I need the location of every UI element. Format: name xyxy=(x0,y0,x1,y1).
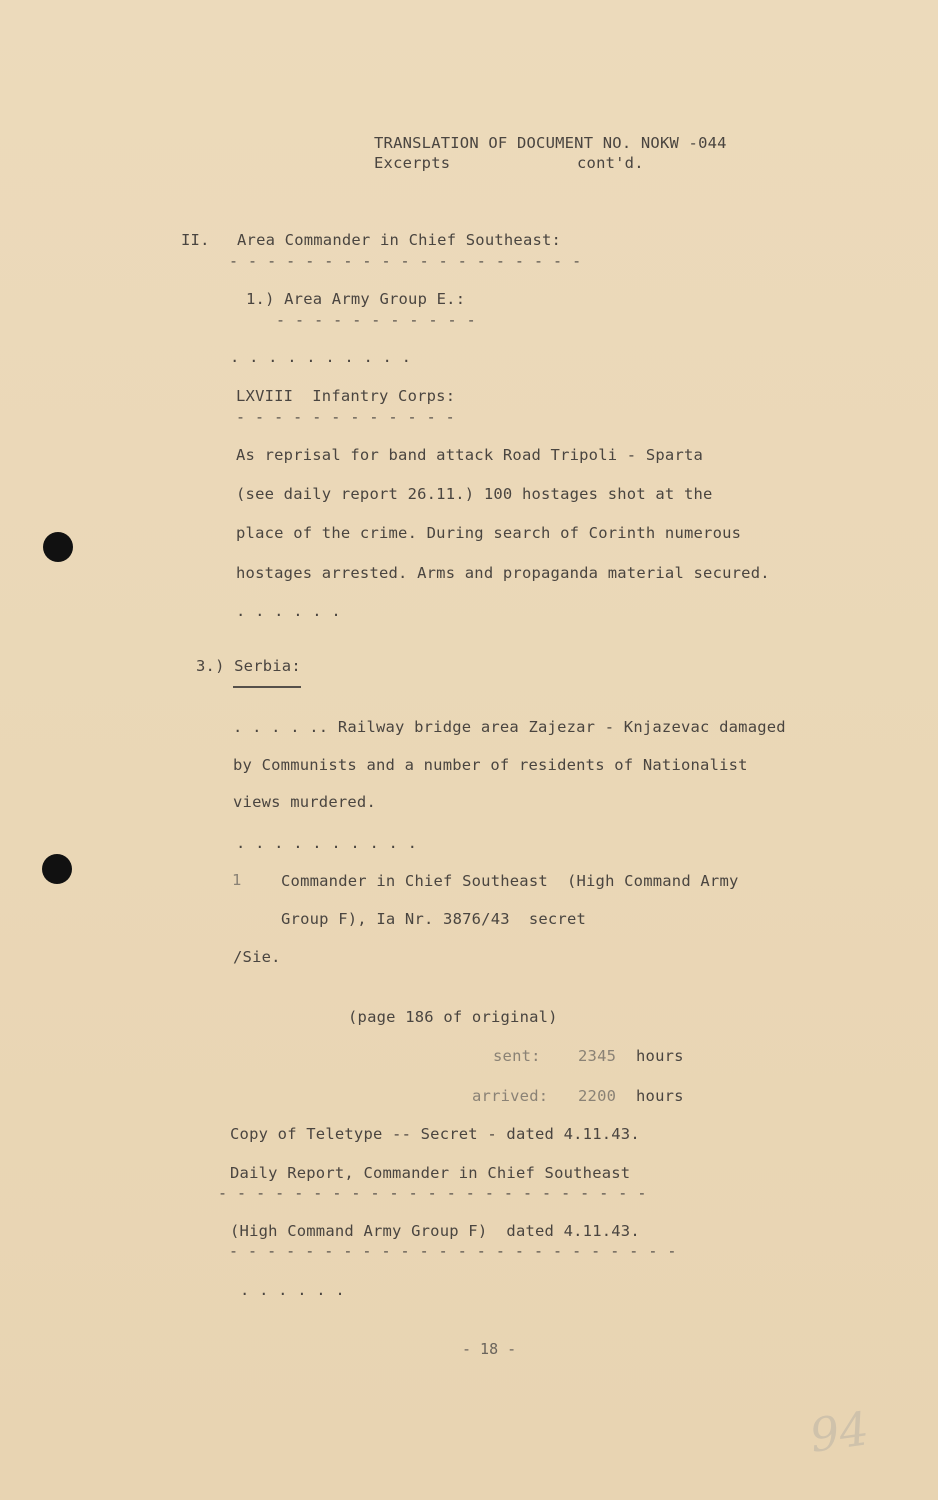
section-title: Area Commander in Chief Southeast: xyxy=(237,231,562,249)
signature-initials: /Sie. xyxy=(233,948,281,966)
para2-line3: views murdered. xyxy=(233,793,376,811)
header-contd: cont'd. xyxy=(577,154,644,172)
subsection-army-group-e: 1.) Area Army Group E.: xyxy=(246,290,466,308)
ellipsis-2: . . . . . . xyxy=(236,602,341,620)
page-reference: (page 186 of original) xyxy=(348,1008,558,1026)
footnote-line1: Commander in Chief Southeast (High Command Army xyxy=(281,872,739,890)
ellipsis-1: . . . . . . . . . . xyxy=(230,348,412,366)
daily-report-underline: - - - - - - - - - - - - - - - - - - - - - - - xyxy=(218,1184,647,1202)
header-excerpts: Excerpts xyxy=(374,154,451,172)
subsection-army-group-e-underline: - - - - - - - - - - - xyxy=(276,311,477,329)
ellipsis-4: . . . . . . xyxy=(240,1281,345,1299)
para1-line3: place of the crime. During search of Corinth numerous xyxy=(236,524,742,542)
arrived-label: arrived: xyxy=(472,1087,549,1105)
para1-line4: hostages arrested. Arms and propaganda material secured. xyxy=(236,564,770,582)
section-title-underline: - - - - - - - - - - - - - - - - - - - xyxy=(229,252,582,270)
serbia-underline xyxy=(233,686,301,688)
subsection-serbia: 3.) Serbia: xyxy=(196,657,301,675)
high-command-underline: - - - - - - - - - - - - - - - - - - - - - - - - xyxy=(229,1242,677,1260)
para1-line2: (see daily report 26.11.) 100 hostages shot at the xyxy=(236,485,713,503)
footnote-mark: 1 xyxy=(232,871,242,889)
ellipsis-3: . . . . . . . . . . xyxy=(236,834,418,852)
arrived-unit: hours xyxy=(636,1087,684,1105)
footnote-line2: Group F), Ia Nr. 3876/43 secret xyxy=(281,910,587,928)
punch-hole-top xyxy=(43,532,73,562)
handwritten-page-number: 94 xyxy=(806,1401,873,1463)
punch-hole-bottom xyxy=(42,854,72,884)
corps-heading: LXVIII Infantry Corps: xyxy=(236,387,456,405)
corps-heading-underline: - - - - - - - - - - - - xyxy=(236,408,456,426)
sent-unit: hours xyxy=(636,1047,684,1065)
para1-line1: As reprisal for band attack Road Tripoli - Sparta xyxy=(236,446,704,464)
page-number: - 18 - xyxy=(462,1340,517,1358)
para2-line1: . . . . .. Railway bridge area Zajezar - Knjazevac damaged xyxy=(233,718,786,736)
high-command-line: (High Command Army Group F) dated 4.11.43. xyxy=(230,1222,640,1240)
header-title: TRANSLATION OF DOCUMENT NO. NOKW -044 xyxy=(374,134,727,152)
section-numeral: II. xyxy=(181,231,210,249)
copy-of-teletype: Copy of Teletype -- Secret - dated 4.11.43. xyxy=(230,1125,640,1143)
sent-label: sent: xyxy=(493,1047,541,1065)
sent-value: 2345 xyxy=(578,1047,617,1065)
daily-report-title: Daily Report, Commander in Chief Southeast xyxy=(230,1164,631,1182)
arrived-value: 2200 xyxy=(578,1087,617,1105)
para2-line2: by Communists and a number of residents of Nationalist xyxy=(233,756,748,774)
